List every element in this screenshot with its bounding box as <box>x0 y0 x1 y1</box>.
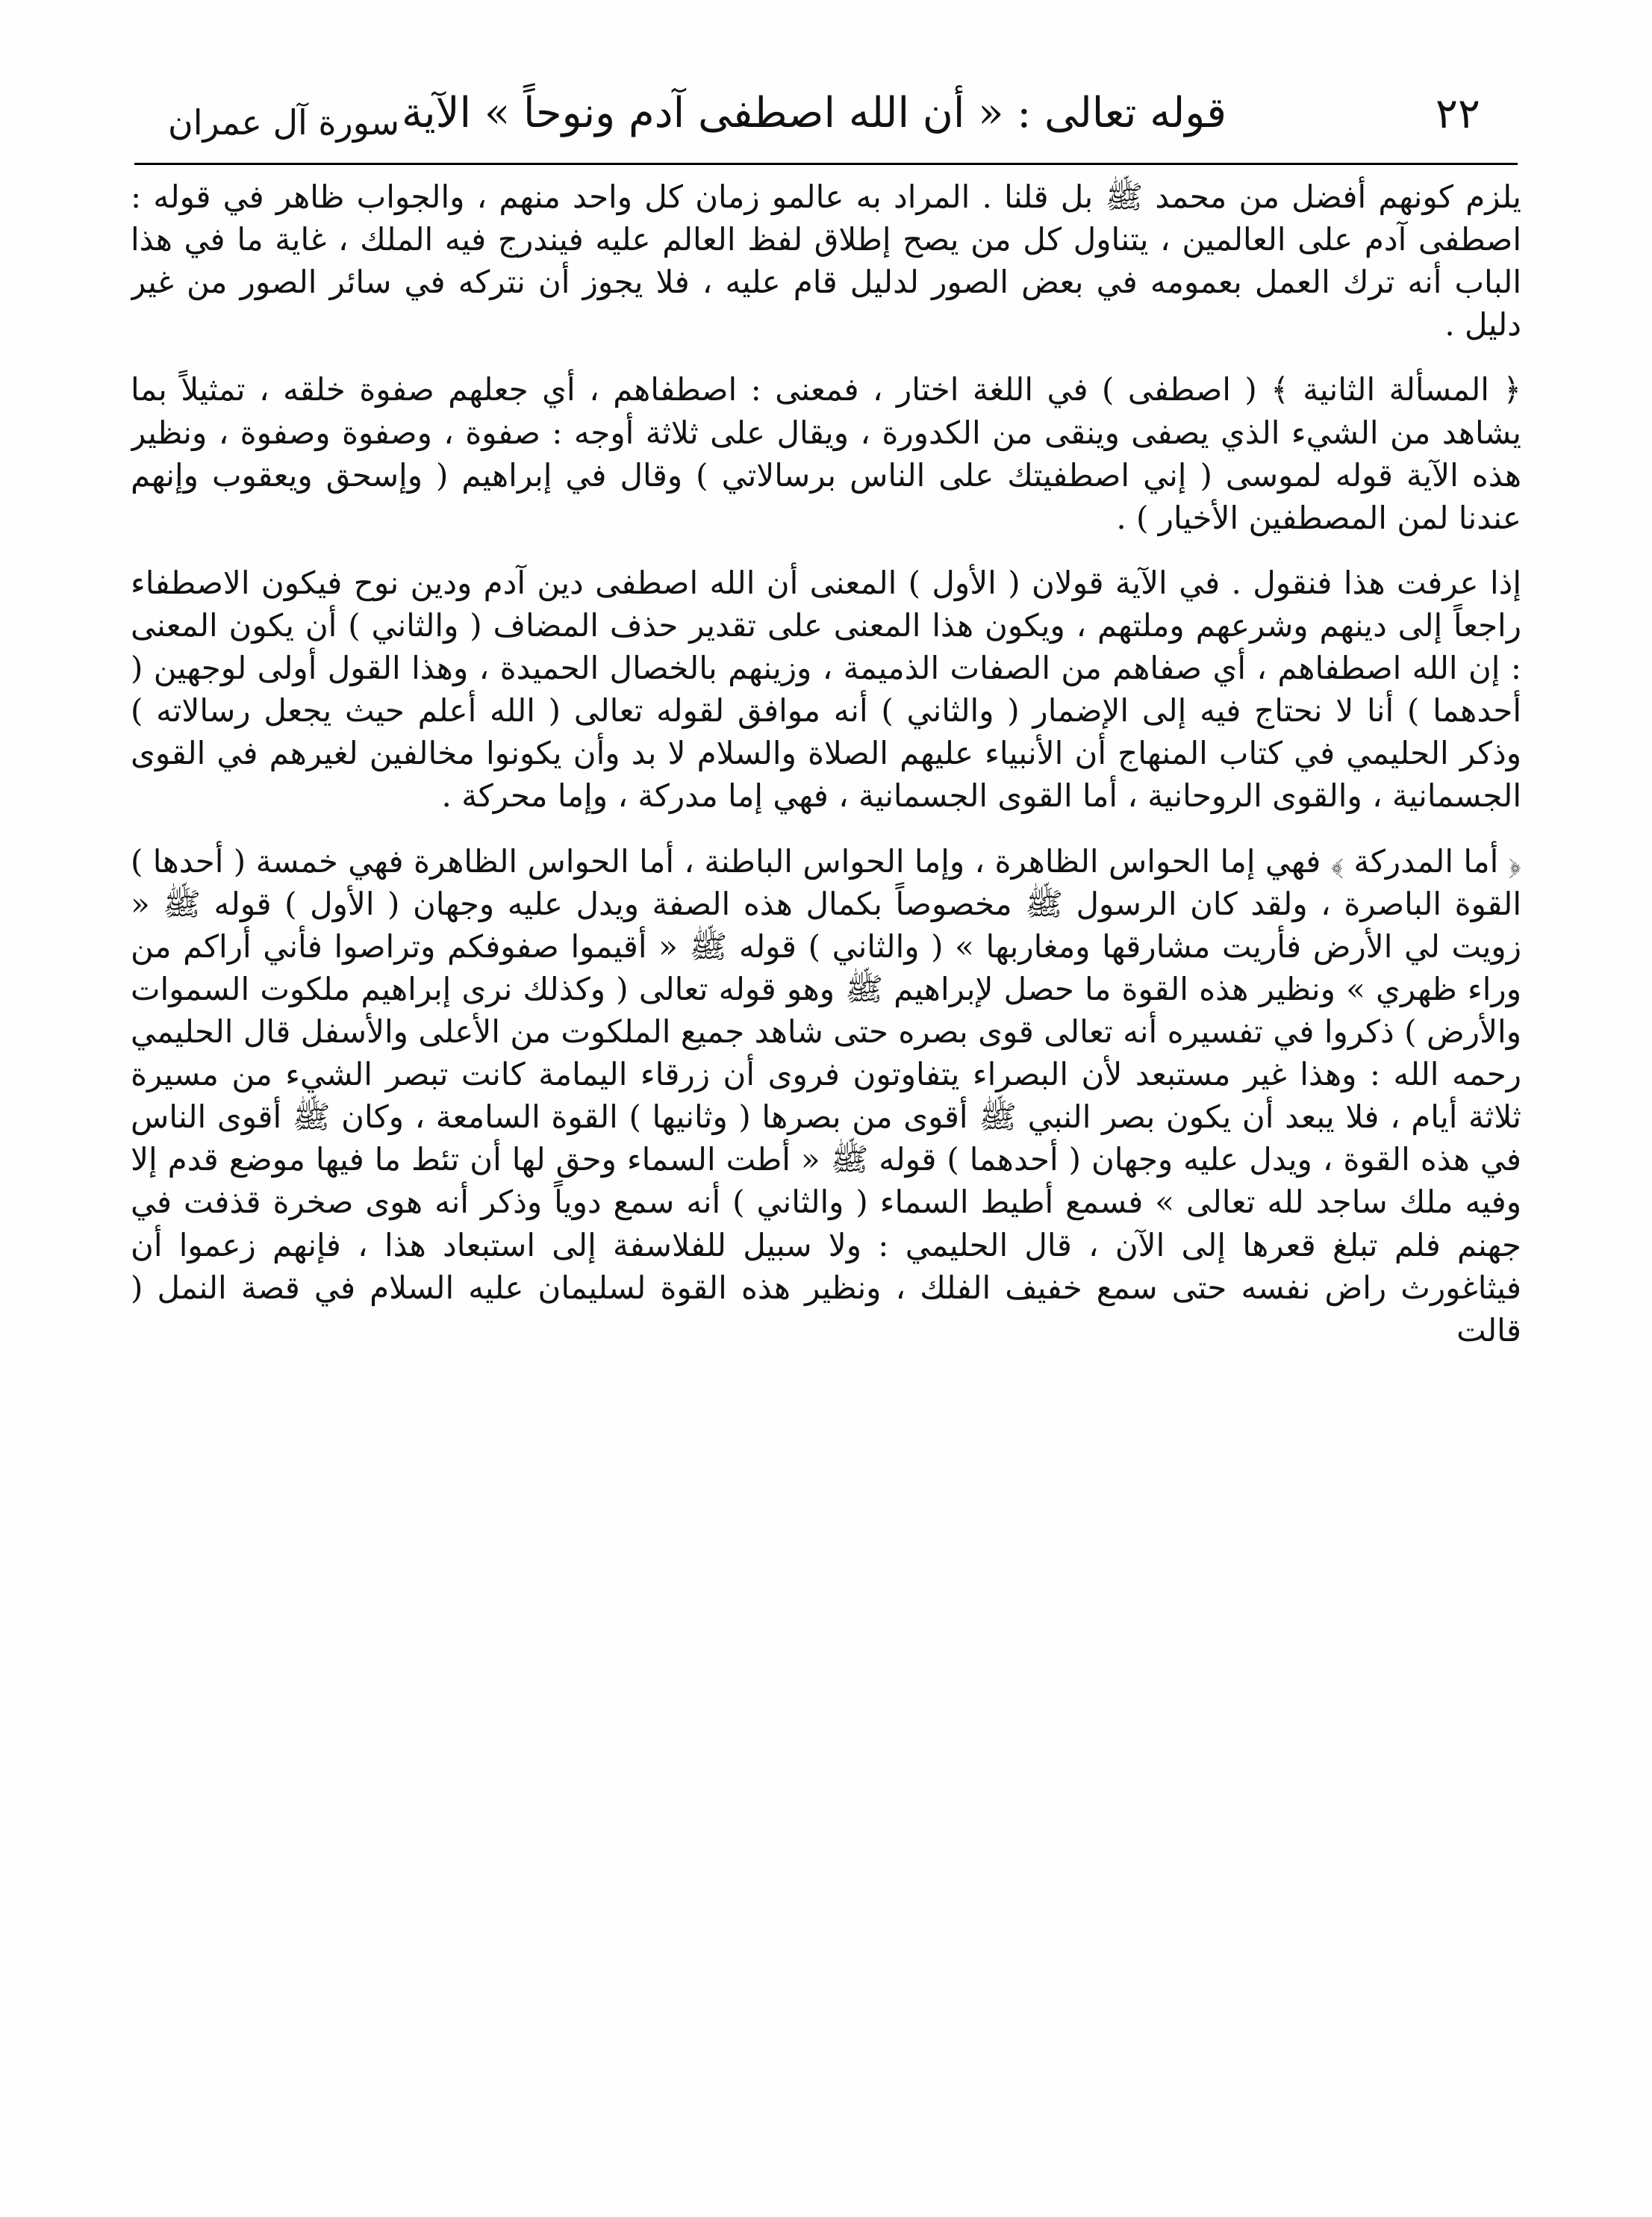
paragraph: ﴿ أما المدركة ﴾ فهي إما الحواس الظاهرة ، وإما الحواس الباطنة ، أما الحواس الظاهرة فهي خمسة ( أحدها ) القوة الباصرة ، ولقد كان الرسول ﷺ مخصوصاً بكمال هذه الصفة ويدل عليه وجهان ( الأول ) قوله ﷺ « زويت لي الأرض فأريت مشارقها ومغاربها » ( والثاني ) قوله ﷺ « أقيموا صفوفكم وتراصوا فأني أراكم من وراء ظهري » ونظير هذه القوة ما حصل لإبراهيم ﷺ وهو قوله تعالى ( وكذلك نرى إبراهيم ملكوت السموات والأرض ) ذكروا في تفسيره أنه تعالى قوى بصره حتى شاهد جميع الملكوت من الأعلى والأسفل قال الحليمي رحمه الله : وهذا غير مستبعد لأن البصراء يتفاوتون فروى أن زرقاء اليمامة كانت تبصر الشيء من مسيرة ثلاثة أيام ، فلا يبعد أن يكون بصر النبي ﷺ أقوى من بصرها ( وثانيها ) القوة السامعة ، وكان ﷺ أقوى الناس في هذه القوة ، ويدل عليه وجهان ( أحدهما ) قوله ﷺ « أطت السماء وحق لها أن تئط ما فيها موضع قدم إلا وفيه ملك ساجد لله تعالى » فسمع أطيط السماء ( والثاني ) أنه سمع دوياً وذكر أنه هوى صخرة قذفت في جهنم فلم تبلغ قعرها إلى الآن ، قال الحليمي : ولا سبيل للفلاسفة إلى استبعاد هذا ، فإنهم زعموا أن فيثاغورث راض نفسه حتى سمع خفيف الفلك ، ونظير هذه القوة لسليمان عليه السلام في قصة النمل ( قالت <box>131 842 1521 1349</box>
paragraph: ﴿ المسألة الثانية ﴾ ( اصطفى ) في اللغة اختار ، فمعنى : اصطفاهم ، أي جعلهم صفوة خلقه ، تمثيلاً بما يشاهد من الشيء الذي يصفى وينقى من الكدورة ، ويقال على ثلاثة أوجه : صفوة ، وصفوة وصفوة ، ونظير هذه الآية قوله لموسى ( إني اصطفيتك على الناس برسالاتي ) وقال في إبراهيم ( وإسحق ويعقوب وإنهم عندنا لمن المصطفين الأخيار ) . <box>131 371 1521 536</box>
page-header <box>142 90 1503 172</box>
surah-name: سورة آل عمران <box>168 102 400 143</box>
paragraph: يلزم كونهم أفضل من محمد ﷺ بل قلنا . المراد به عالمو زمان كل واحد منهم ، والجواب ظاهر في قوله : اصطفى آدم على العالمين ، يتناول كل من يصح إطلاق لفظ العالم عليه فيندرج فيه الملك ، غاية ما في هذا الباب أنه ترك العمل بعمومه في بعض الصور لدليل قام عليه ، فلا يجوز أن نتركه في سائر الصور من غير دليل . <box>131 178 1521 343</box>
paragraph: إذا عرفت هذا فنقول . في الآية قولان ( الأول ) المعنى أن الله اصطفى دين آدم ودين نوح فيكون الاصطفاء راجعاً إلى دينهم وشرعهم وملتهم ، ويكون هذا المعنى على تقدير حذف المضاف ( والثاني ) أن يكون المعنى : إن الله اصطفاهم ، أي صفاهم من الصفات الذميمة ، وزينهم بالخصال الحميدة ، وهذا القول أولى لوجهين ( أحدهما ) أنا لا نحتاج فيه إلى الإضمار ( والثاني ) أنه موافق لقوله تعالى ( الله أعلم حيث يجعل رسالاته ) وذكر الحليمي في كتاب المنهاج أن الأنبياء عليهم الصلاة والسلام لا بد وأن يكونوا مخالفين لغيرهم في القوى الجسمانية ، والقوى الروحانية ، أما القوى الجسمانية ، فهي إما مدركة ، وإما محركة . <box>131 564 1521 815</box>
page-number: ٢٢ <box>1435 90 1480 138</box>
running-title: قوله تعالى : « أن الله اصطفى آدم ونوحاً » الآية <box>401 89 1226 137</box>
header-divider <box>134 163 1518 165</box>
page-body <box>131 175 1521 2124</box>
